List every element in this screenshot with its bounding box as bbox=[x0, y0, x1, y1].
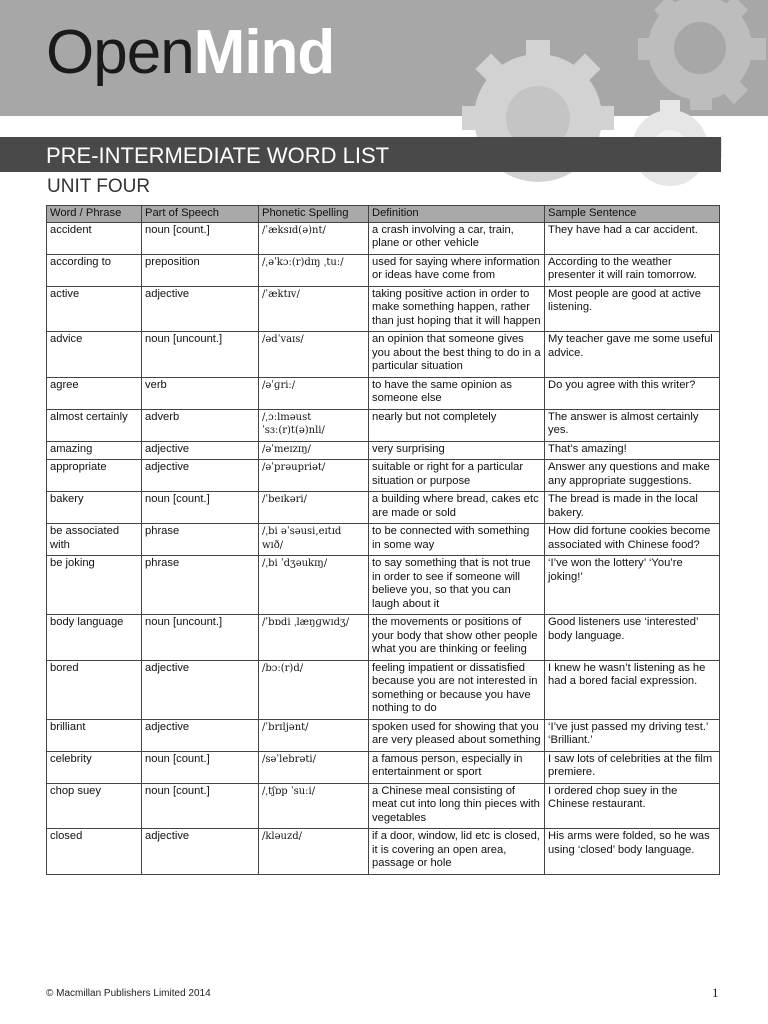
logo-open-text: Open bbox=[46, 18, 194, 87]
cell-phonetic: /əˈmeɪzɪŋ/ bbox=[259, 441, 369, 460]
table-row bbox=[47, 254, 720, 286]
cell-part-of-speech: verb bbox=[142, 377, 259, 409]
cell-sample: Answer any questions and make any appropriate suggestions. bbox=[545, 460, 720, 492]
cell-part-of-speech: preposition bbox=[142, 254, 259, 286]
title-bar bbox=[0, 137, 721, 172]
cell-word: advice bbox=[47, 332, 142, 378]
cell-sample: Most people are good at active listening. bbox=[545, 286, 720, 332]
cell-word: amazing bbox=[47, 441, 142, 460]
column-header-definition: Definition bbox=[369, 206, 545, 223]
cell-definition: the movements or positions of your body that show other people what you are thinking or feeling bbox=[369, 615, 545, 661]
cell-part-of-speech: noun [count.] bbox=[142, 751, 259, 783]
cell-phonetic: /səˈlebrəti/ bbox=[259, 751, 369, 783]
cell-definition: if a door, window, lid etc is closed, it is covering an open area, passage or hole bbox=[369, 829, 545, 875]
cell-word: celebrity bbox=[47, 751, 142, 783]
cell-sample: How did fortune cookies become associated with Chinese food? bbox=[545, 524, 720, 556]
cell-sample: The bread is made in the local bakery. bbox=[545, 492, 720, 524]
page-number: 1 bbox=[712, 985, 719, 1000]
cell-definition: a crash involving a car, train, plane or other vehicle bbox=[369, 222, 545, 254]
table-row bbox=[47, 492, 720, 524]
cell-phonetic: /ˌtʃɒp ˈsuːi/ bbox=[259, 783, 369, 829]
cell-definition: a Chinese meal consisting of meat cut into long thin pieces with vegetables bbox=[369, 783, 545, 829]
cell-definition: spoken used for showing that you are very pleased about something bbox=[369, 719, 545, 751]
table-row bbox=[47, 556, 720, 615]
column-header-phonetic: Phonetic Spelling bbox=[259, 206, 369, 223]
cell-sample: The answer is almost certainly yes. bbox=[545, 409, 720, 441]
cell-word: appropriate bbox=[47, 460, 142, 492]
table-row bbox=[47, 524, 720, 556]
cell-word: closed bbox=[47, 829, 142, 875]
cell-phonetic: /ˈbeɪkəri/ bbox=[259, 492, 369, 524]
table-row bbox=[47, 751, 720, 783]
cell-part-of-speech: phrase bbox=[142, 556, 259, 615]
cell-phonetic: /ˈæktɪv/ bbox=[259, 286, 369, 332]
cell-phonetic: /ˈbrɪljənt/ bbox=[259, 719, 369, 751]
cell-part-of-speech: noun [count.] bbox=[142, 222, 259, 254]
cell-part-of-speech: adjective bbox=[142, 441, 259, 460]
cell-definition: suitable or right for a particular situation or purpose bbox=[369, 460, 545, 492]
cell-definition: used for saying where information or ideas have come from bbox=[369, 254, 545, 286]
cell-definition: an opinion that someone gives you about the best thing to do in a particular situation bbox=[369, 332, 545, 378]
cell-part-of-speech: adjective bbox=[142, 719, 259, 751]
cell-part-of-speech: adjective bbox=[142, 660, 259, 719]
table-row bbox=[47, 660, 720, 719]
cell-phonetic: /ˌəˈkɔː(r)dɪŋ ˌtuː/ bbox=[259, 254, 369, 286]
cell-word: almost certainly bbox=[47, 409, 142, 441]
table-row bbox=[47, 441, 720, 460]
cell-sample: I ordered chop suey in the Chinese restaurant. bbox=[545, 783, 720, 829]
cell-part-of-speech: adjective bbox=[142, 829, 259, 875]
cell-phonetic: /ədˈvaɪs/ bbox=[259, 332, 369, 378]
table-row bbox=[47, 783, 720, 829]
cell-part-of-speech: phrase bbox=[142, 524, 259, 556]
cell-part-of-speech: noun [count.] bbox=[142, 492, 259, 524]
cell-part-of-speech: adjective bbox=[142, 460, 259, 492]
cell-sample: My teacher gave me some useful advice. bbox=[545, 332, 720, 378]
cell-word: body language bbox=[47, 615, 142, 661]
page-title: PRE-INTERMEDIATE WORD LIST bbox=[46, 143, 390, 168]
table-row bbox=[47, 615, 720, 661]
cell-word: be joking bbox=[47, 556, 142, 615]
cell-definition: to be connected with something in some way bbox=[369, 524, 545, 556]
cell-sample: I knew he wasn’t listening as he had a bored facial expression. bbox=[545, 660, 720, 719]
logo bbox=[46, 18, 335, 87]
table-row bbox=[47, 409, 720, 441]
cell-word: active bbox=[47, 286, 142, 332]
cell-phonetic: /ˈbɒdi ˌlæŋɡwɪdʒ/ bbox=[259, 615, 369, 661]
cell-sample: According to the weather presenter it will rain tomorrow. bbox=[545, 254, 720, 286]
cell-definition: to have the same opinion as someone else bbox=[369, 377, 545, 409]
table-row bbox=[47, 460, 720, 492]
table-row bbox=[47, 377, 720, 409]
cell-word: accident bbox=[47, 222, 142, 254]
cell-word: bakery bbox=[47, 492, 142, 524]
cell-definition: nearly but not completely bbox=[369, 409, 545, 441]
cell-phonetic: /kləuzd/ bbox=[259, 829, 369, 875]
cell-definition: very surprising bbox=[369, 441, 545, 460]
cell-part-of-speech: noun [uncount.] bbox=[142, 615, 259, 661]
cell-phonetic: /bɔː(r)d/ bbox=[259, 660, 369, 719]
cell-phonetic: /ˌbi əˈsəusi‚eɪtɪd wɪð/ bbox=[259, 524, 369, 556]
column-header-word: Word / Phrase bbox=[47, 206, 142, 223]
cell-sample: ‘I’ve just passed my driving test.’ ‘Brilliant.’ bbox=[545, 719, 720, 751]
cell-word: chop suey bbox=[47, 783, 142, 829]
cell-definition: taking positive action in order to make something happen, rather than just hoping that it will happen bbox=[369, 286, 545, 332]
table-header-row bbox=[47, 206, 720, 223]
cell-definition: a famous person, especially in entertainment or sport bbox=[369, 751, 545, 783]
table-row bbox=[47, 286, 720, 332]
cell-word: agree bbox=[47, 377, 142, 409]
table-row bbox=[47, 222, 720, 254]
cell-sample: ‘I’ve won the lottery’ ‘You’re joking!’ bbox=[545, 556, 720, 615]
cell-sample: They have had a car accident. bbox=[545, 222, 720, 254]
cell-phonetic: /ˌɔːlməust ˈsɜː(r)t(ə)nli/ bbox=[259, 409, 369, 441]
cell-sample: I saw lots of celebrities at the film premiere. bbox=[545, 751, 720, 783]
cell-part-of-speech: noun [uncount.] bbox=[142, 332, 259, 378]
cell-part-of-speech: noun [count.] bbox=[142, 783, 259, 829]
cell-definition: a building where bread, cakes etc are made or sold bbox=[369, 492, 545, 524]
table-row bbox=[47, 719, 720, 751]
cell-phonetic: /ˌbi ˈdʒəukɪŋ/ bbox=[259, 556, 369, 615]
cell-word: be associated with bbox=[47, 524, 142, 556]
word-list-table bbox=[46, 205, 720, 875]
column-header-sample: Sample Sentence bbox=[545, 206, 720, 223]
cell-sample: His arms were folded, so he was using ‘closed’ body language. bbox=[545, 829, 720, 875]
cell-definition: feeling impatient or dissatisfied because you are not interested in something or because you have nothing to do bbox=[369, 660, 545, 719]
cell-word: bored bbox=[47, 660, 142, 719]
cell-sample: Do you agree with this writer? bbox=[545, 377, 720, 409]
cell-phonetic: /əˈɡriː/ bbox=[259, 377, 369, 409]
cell-word: brilliant bbox=[47, 719, 142, 751]
table-row bbox=[47, 829, 720, 875]
table-row bbox=[47, 332, 720, 378]
column-header-part-of-speech: Part of Speech bbox=[142, 206, 259, 223]
logo-mind-text: Mind bbox=[193, 18, 335, 87]
cell-definition: to say something that is not true in order to see if someone will believe you, so that you can laugh about it bbox=[369, 556, 545, 615]
copyright-text: © Macmillan Publishers Limited 2014 bbox=[46, 988, 211, 999]
unit-heading: UNIT FOUR bbox=[47, 176, 151, 197]
cell-sample: Good listeners use ‘interested’ body language. bbox=[545, 615, 720, 661]
cell-phonetic: /əˈprəupriət/ bbox=[259, 460, 369, 492]
cell-part-of-speech: adjective bbox=[142, 286, 259, 332]
cell-part-of-speech: adverb bbox=[142, 409, 259, 441]
cell-sample: That’s amazing! bbox=[545, 441, 720, 460]
cell-word: according to bbox=[47, 254, 142, 286]
cell-phonetic: /ˈæksɪd(ə)nt/ bbox=[259, 222, 369, 254]
